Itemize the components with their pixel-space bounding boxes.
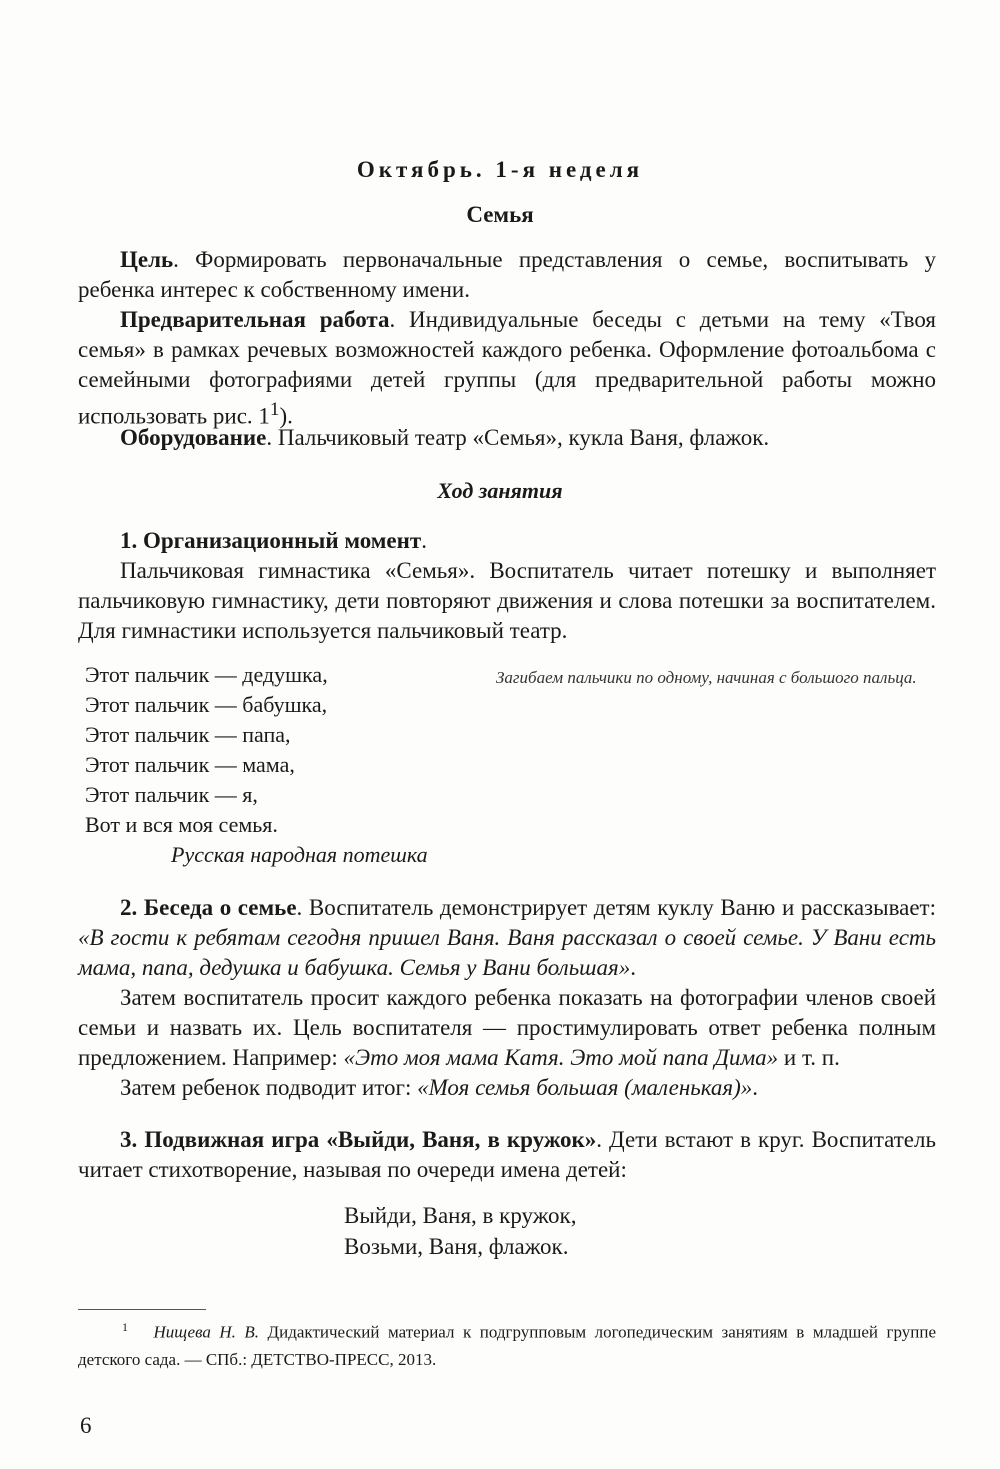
step2-title: 2. Беседа о семье (120, 895, 297, 920)
preparation-label: Предварительная работа (120, 307, 390, 332)
step2-paragraph (78, 893, 936, 983)
goal-text: . Формировать первоначальные представления о семье, воспитывать у ребенка интерес к собственному имени. (78, 247, 936, 302)
footnote-text: Дидактический материал к подгрупповым логопедическим занятиям в младшей группе детского сада. — СПб.: ДЕТСТВО-ПРЕСС, 2013. (78, 1322, 936, 1369)
game-poem-line: Возьми, Ваня, флажок. (344, 1234, 569, 1259)
footnote (78, 1314, 936, 1373)
step3-text: . Дети встают в круг. Воспитатель читает стихотворение, называя по очереди имена детей: (78, 1127, 936, 1182)
topic-heading: Семья (466, 202, 534, 227)
step1-title-end: . (421, 528, 427, 553)
preparation-text: . Индивидуальные беседы с детьми на тему «Твоя семья» в рамках речевых возможностей каждого ребенка. Оформление фотоальбома с семейными фотографиями детей группы (для предварительной работы можно использовать рис. 1 (78, 307, 936, 429)
game-poem (344, 1200, 576, 1262)
footnote-divider (78, 1309, 206, 1310)
step2-para3-text: Затем ребенок подводит итог: (120, 1075, 418, 1100)
step2-quote-end: . (630, 955, 636, 980)
step2-para3-end: . (752, 1075, 758, 1100)
step1-title-text: 1. Организационный момент (120, 528, 422, 553)
preparation-after: ). (279, 403, 293, 429)
poem-line: Этот пальчик — папа, (85, 722, 291, 747)
step2-para3-quote: «Моя семья большая (маленькая)» (417, 1075, 753, 1100)
poem-line: Вот и вся моя семья. (85, 812, 278, 837)
step2-para2-end: и т. п. (778, 1045, 840, 1070)
step2-paragraph-3 (78, 1073, 936, 1103)
step2-para2-text: Затем воспитатель просит каждого ребенка показать на фотографии членов своей семьи и назвать их. Цель воспитателя — простимулировать ответ ребенка полным предложением. Например: (78, 985, 936, 1070)
step1-text: Пальчиковая гимнастика «Семья». Воспитатель читает потешку и выполняет пальчиковую гимнастику, дети повторяют движения и слова потешки за воспитателем. Для гимнастики используется пальчиковый театр. (78, 558, 936, 643)
footnote-mark: 1 (122, 1320, 128, 1334)
poem-instruction-note: Загибаем пальчики по одному, начиная с большого пальца. (496, 668, 917, 687)
poem-line: Этот пальчик — мама, (85, 752, 295, 777)
game-poem-line: Выйди, Ваня, в кружок, (344, 1203, 577, 1228)
page-number: 6 (80, 1413, 92, 1438)
step2-para2-quote: «Это моя мама Катя. Это мой папа Дима» (343, 1045, 779, 1070)
equipment-label: Оборудование (120, 425, 267, 450)
week-heading: Октябрь. 1-я неделя (356, 157, 644, 182)
step3-paragraph (78, 1125, 936, 1185)
footnote-ref: 1 (269, 399, 280, 420)
step1-title (78, 526, 936, 556)
equipment-text: . Пальчиковый театр «Семья», кукла Ваня, флажок. (266, 425, 770, 450)
goal-label: Цель (120, 247, 174, 272)
footnote-author: Нищева Н. В. (153, 1322, 260, 1342)
poem-line: Этот пальчик — я, (85, 782, 258, 807)
goal-paragraph (78, 245, 936, 305)
step2-paragraph-2 (78, 983, 936, 1073)
equipment-paragraph (78, 423, 936, 453)
preparation-paragraph (78, 305, 936, 432)
poem-line: Этот пальчик — бабушка, (85, 692, 328, 717)
lesson-heading: Ход занятия (437, 478, 563, 503)
step3-title: 3. Подвижная игра «Выйди, Ваня, в кружок» (120, 1127, 597, 1152)
finger-poem (85, 660, 428, 870)
poem-line: Этот пальчик — дедушка, (85, 662, 328, 687)
step2-text: . Воспитатель демонстрирует детям куклу Ваню и рассказывает: (296, 895, 936, 920)
poem-source: Русская народная потешка (171, 842, 428, 867)
step2-quote: «В гости к ребятам сегодня пришел Ваня. Ваня рассказал о своей семье. У Вани есть мама, папа, дедушка и бабушка. Семья у Вани большая» (78, 925, 936, 980)
